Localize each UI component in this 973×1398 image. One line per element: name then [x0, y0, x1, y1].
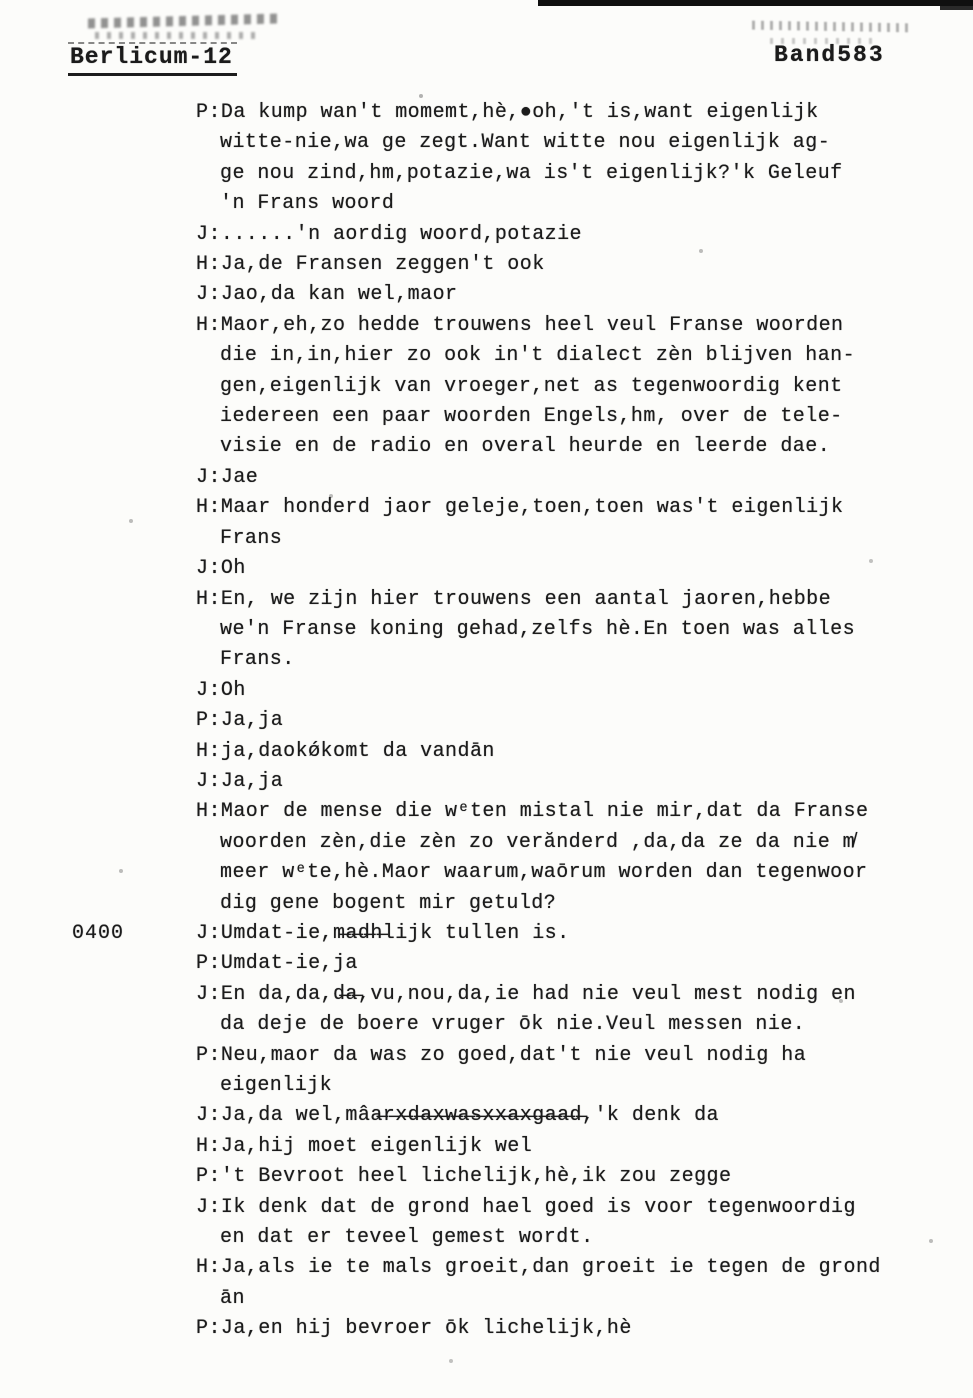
transcript-line: J:......'n aordig woord,potazie: [196, 222, 583, 246]
transcript-line: H:ja,daokǿkomt da vandān: [196, 739, 495, 763]
transcript-line: meer wᵉte,hè.Maor waarum,waōrum worden dan tegenwoor: [220, 861, 868, 885]
transcript-line: Frans.: [220, 648, 295, 672]
transcript-line: woorden zèn,die zèn zo verănderd ,da,da ze da nie m̸: [220, 830, 856, 854]
transcript-line: H:Maor,eh,zo hedde trouwens heel veul Franse woorden: [196, 313, 844, 337]
transcript-line: iedereen een paar woorden Engels,hm, over de tele-: [220, 405, 843, 429]
transcript-line: ān: [220, 1286, 245, 1310]
scan-noise: [0, 0, 2, 2]
transcript-line: H:Ja,de Fransen zeggen't ook: [196, 253, 545, 277]
tape-label: Band583: [774, 42, 885, 68]
transcript-line: H:Ja,als ie te mals groeit,dan groeit ie tegen de grond: [196, 1256, 881, 1280]
transcript-line: P:Ja,ja: [196, 709, 284, 733]
page-title: Berlicum-12: [68, 42, 237, 76]
scan-edge-artifact: [538, 0, 973, 6]
tape-counter-marker: 0400: [72, 921, 125, 945]
transcript-line: P:Umdat-ie,ja: [196, 952, 358, 976]
transcript-line: die in,in,hier zo ook in't dialect zèn blijven han-: [220, 344, 856, 368]
transcript-line: J:Ja,ja: [196, 769, 284, 793]
transcript-line: witte-nie,wa ge zegt.Want witte nou eigenlijk ag-: [220, 131, 831, 155]
transcript-line: J:Ik denk dat de grond hael goed is voor tegenwoordig: [196, 1195, 856, 1219]
scan-edge-artifact: [940, 6, 973, 10]
transcript-line: gen,eigenlijk van vroeger,net as tegenwoordig kent: [220, 374, 843, 398]
transcript-line: ge nou zind,hm,potazie,wa is't eigenlijk?'k Geleuf: [220, 161, 843, 185]
ink-smudge: [95, 32, 255, 39]
transcript-line: visie en de radio en overal heurde en leerde dae.: [220, 435, 831, 459]
transcript-line: H:Maor de mense die wᵉten mistal nie mir,dat da Franse: [196, 800, 869, 824]
transcript-line: P:Neu,maor da was zo goed,dat't nie veul nodig ha: [196, 1043, 807, 1067]
transcript-line: H:En, we zijn hier trouwens een aantal jaoren,hebbe: [196, 587, 832, 611]
transcript-line: dig gene bogent mir getuld?: [220, 891, 557, 915]
ink-smudge: [752, 21, 912, 33]
transcript-line: Frans: [220, 526, 283, 550]
transcript-line: P:'t Bevroot heel lichelijk,hè,ik zou zegge: [196, 1165, 732, 1189]
transcript-line: J:Umdat-ie,m̶a̶d̶h̶lijk tullen is. 0400: [196, 919, 956, 949]
transcript-line: J:Ja,da wel,mâa̶r̶x̶d̶a̶x̶w̶a̶s̶x̶x̶a̶x̶g̶a̶a̶d̶,'k denk da: [196, 1104, 719, 1128]
transcript-line: J:Jao,da kan wel,maor: [196, 283, 458, 307]
transcript-line: 'n Frans woord: [220, 192, 395, 216]
transcript-line: H:Maar honderd jaor geleje,toen,toen was't eigenlijk: [196, 496, 844, 520]
transcript-line: we'n Franse koning gehad,zelfs hè.En toen was alles: [220, 617, 856, 641]
transcript-line: en dat er teveel gemest wordt.: [220, 1226, 594, 1250]
transcript-line: J:En da,da,d̶a̶,vu,nou,da,ie had nie veul mest nodig en: [196, 982, 856, 1006]
transcript-line: da deje de boere vruger ōk nie.Veul messen nie.: [220, 1013, 806, 1037]
transcript-line: P:Da kump wan't momemt,hè,●oh,'t is,want eigenlijk: [196, 101, 819, 124]
transcript-line: J:Jae: [196, 465, 259, 489]
transcript-line: J:Oh: [196, 557, 246, 581]
transcript-line: J:Oh: [196, 678, 246, 702]
transcript-line: eigenlijk: [220, 1074, 333, 1097]
transcript: [72, 98, 956, 1345]
transcript-line: H:Ja,hij moet eigenlijk wel: [196, 1134, 533, 1158]
transcript-line: P:Ja,en hij bevroer ōk lichelijk,hè: [196, 1317, 632, 1341]
ink-smudge: [88, 14, 278, 29]
